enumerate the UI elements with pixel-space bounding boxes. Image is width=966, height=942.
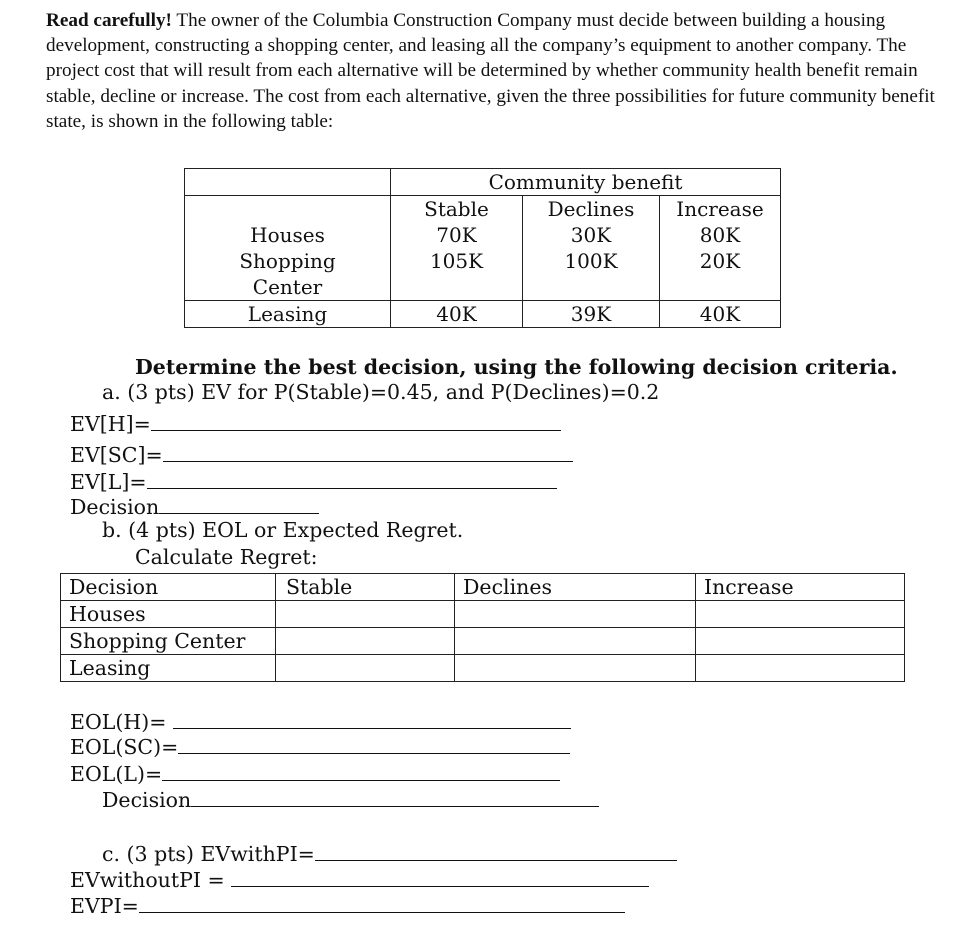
regret-row-leasing: Leasing — [61, 655, 276, 682]
cost-table — [184, 168, 781, 328]
part-c-row — [102, 840, 677, 866]
eol-h-row — [70, 708, 571, 734]
eol-h-label: EOL(H)= — [70, 710, 167, 734]
intro-text: The owner of the Columbia Construction Company must decide between building a housing development, constructing a shopping center, and leasing all the company’s equipment to another company. The project cost that will result from each alternative will be determined by whether community health benefit remain stable, decline or increase. The cost from each alternative, given the three possibilities for future community benefit state, is shown in the following table: — [46, 10, 935, 132]
cell-shopping-declines: 100K — [523, 248, 660, 301]
cell-leasing-declines: 39K — [523, 301, 660, 328]
eol-l-label: EOL(L)= — [70, 762, 163, 786]
intro-paragraph — [46, 8, 936, 134]
col-header-stable: Stable — [391, 196, 523, 223]
criteria-heading: Determine the best decision, using the following decision criteria. — [135, 355, 898, 379]
cell-houses-declines: 30K — [523, 222, 660, 248]
table-row — [185, 248, 781, 301]
cost-table-header-row — [185, 169, 781, 196]
regret-cell[interactable] — [455, 628, 696, 655]
regret-cell[interactable] — [455, 655, 696, 682]
decision-b-answer-line[interactable] — [191, 786, 599, 807]
eol-sc-row — [70, 733, 570, 759]
col-header-increase: Increase — [660, 196, 781, 223]
community-benefit-header: Community benefit — [391, 169, 781, 196]
decision-a-label: Decision — [70, 495, 160, 519]
ev-h-answer-line[interactable] — [151, 410, 561, 431]
part-a-prompt: a. (3 pts) EV for P(Stable)=0.45, and P(Declines)=0.2 — [102, 380, 660, 404]
col-header-declines: Declines — [523, 196, 660, 223]
cell-shopping-stable: 105K — [391, 248, 523, 301]
ev-l-row — [70, 468, 557, 494]
part-b-prompt: b. (4 pts) EOL or Expected Regret. — [102, 518, 464, 542]
cell-houses-stable: 70K — [391, 222, 523, 248]
regret-cell[interactable] — [276, 601, 455, 628]
regret-cell[interactable] — [276, 655, 455, 682]
cell-houses-increase: 80K — [660, 222, 781, 248]
cost-table-corner — [185, 169, 391, 196]
eol-sc-label: EOL(SC)= — [70, 735, 179, 759]
cell-leasing-stable: 40K — [391, 301, 523, 328]
cell-shopping-increase: 20K — [660, 248, 781, 301]
ev-without-pi-row — [70, 866, 649, 892]
regret-col-declines: Declines — [455, 574, 696, 601]
eol-h-answer-line[interactable] — [173, 708, 571, 729]
regret-row-shopping-center: Shopping Center — [61, 628, 276, 655]
evpi-row — [70, 892, 625, 918]
table-row — [185, 301, 781, 328]
eol-sc-answer-line[interactable] — [178, 733, 570, 754]
row-label-houses: Houses — [185, 222, 391, 248]
ev-with-pi-answer-line[interactable] — [315, 840, 677, 861]
ev-h-row — [70, 410, 561, 436]
ev-sc-row — [70, 441, 573, 467]
cost-table-subheader-row — [185, 196, 781, 223]
evpi-answer-line[interactable] — [139, 892, 625, 913]
decision-b-row — [102, 786, 599, 812]
eol-l-row — [70, 760, 560, 786]
regret-header-row — [61, 574, 905, 601]
evpi-label: EVPI= — [70, 894, 139, 918]
calculate-regret-label: Calculate Regret: — [135, 545, 318, 569]
regret-table — [60, 573, 905, 682]
regret-col-stable: Stable — [276, 574, 455, 601]
regret-cell[interactable] — [696, 601, 905, 628]
row-label-shopping-center: Shopping Center — [185, 248, 391, 301]
ev-l-answer-line[interactable] — [147, 468, 557, 489]
decision-a-row — [70, 493, 319, 519]
decision-a-answer-line[interactable] — [159, 493, 319, 514]
table-row — [185, 222, 781, 248]
ev-sc-label: EV[SC]= — [70, 443, 163, 467]
decision-b-label: Decision — [102, 788, 192, 812]
ev-h-label: EV[H]= — [70, 412, 151, 436]
regret-cell[interactable] — [696, 655, 905, 682]
intro-lead: Read carefully! — [46, 10, 172, 31]
eol-l-answer-line[interactable] — [162, 760, 560, 781]
regret-cell[interactable] — [455, 601, 696, 628]
ev-l-label: EV[L]= — [70, 470, 147, 494]
table-row — [61, 655, 905, 682]
ev-sc-answer-line[interactable] — [163, 441, 573, 462]
ev-without-pi-label: EVwithoutPI = — [70, 868, 225, 892]
row-label-leasing: Leasing — [185, 301, 391, 328]
table-row — [61, 628, 905, 655]
table-row — [61, 601, 905, 628]
regret-cell[interactable] — [696, 628, 905, 655]
regret-cell[interactable] — [276, 628, 455, 655]
cell-leasing-increase: 40K — [660, 301, 781, 328]
regret-row-houses: Houses — [61, 601, 276, 628]
regret-col-decision: Decision — [61, 574, 276, 601]
part-c-prompt: c. (3 pts) EVwithPI= — [102, 842, 315, 866]
regret-col-increase: Increase — [696, 574, 905, 601]
ev-without-pi-answer-line[interactable] — [231, 866, 649, 887]
